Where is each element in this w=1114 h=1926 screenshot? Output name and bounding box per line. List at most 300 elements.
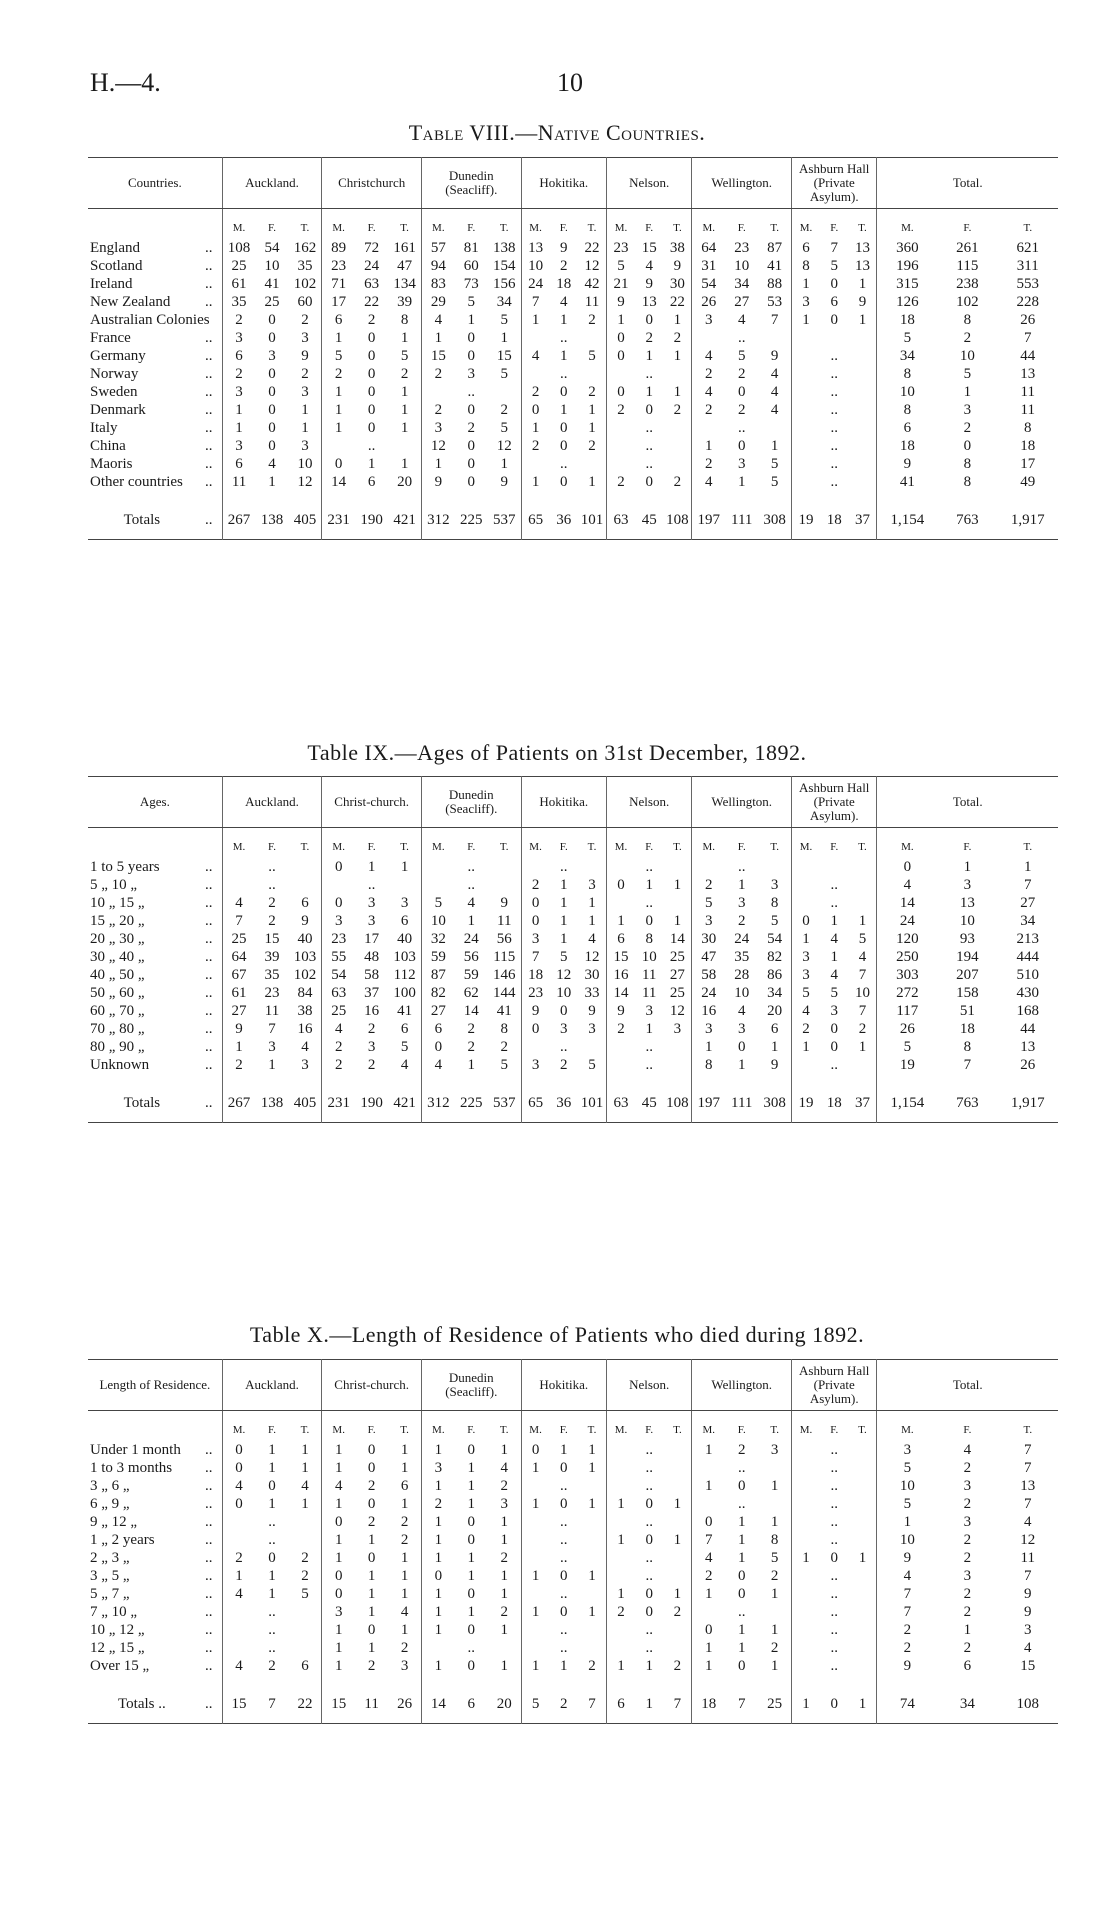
cell-value: 25	[322, 1002, 355, 1020]
cell-value: 1	[421, 1621, 454, 1639]
total-value: 312	[421, 1094, 454, 1123]
cell-value: 2	[500, 1039, 508, 1055]
cell-value: 2	[692, 401, 725, 419]
cell-value: 10	[877, 1477, 937, 1495]
cell-value: 2	[963, 330, 972, 346]
cell-value: 1	[400, 859, 409, 875]
cell-value: ..	[830, 1586, 838, 1602]
cell-value: 1	[588, 1496, 596, 1512]
cell-value	[792, 329, 820, 347]
cell-value: 4	[1024, 1640, 1032, 1656]
cell-value: ..	[645, 1550, 653, 1566]
blank-cell	[255, 491, 288, 511]
cell-value: 23	[322, 930, 355, 948]
total-value: 537	[492, 512, 516, 528]
cell-value: 5	[877, 1459, 937, 1477]
sex-subheader: T.	[400, 222, 409, 234]
total-value: 7	[737, 1696, 746, 1712]
cell-value: 83	[421, 275, 454, 293]
cell-value: 27	[222, 1002, 255, 1020]
cell-value: 4	[421, 311, 454, 329]
table-row	[88, 948, 1058, 966]
cell-value: 4	[268, 456, 276, 472]
cell-value: 154	[492, 258, 516, 274]
cell-value: 1	[692, 1585, 725, 1603]
column-group-header: Total.	[877, 1360, 1058, 1411]
table-row	[88, 1441, 1058, 1459]
table-row	[88, 383, 1058, 401]
blank-cell	[196, 828, 222, 859]
cell-value: 87	[421, 966, 454, 984]
total-value: 267	[222, 1094, 255, 1123]
row-leader-dots: ..	[204, 366, 213, 382]
cell-value: 1	[792, 1038, 820, 1056]
cell-value: 2	[588, 438, 596, 454]
cell-value	[820, 858, 848, 876]
cell-value: 1	[588, 474, 596, 490]
cell-value	[792, 455, 820, 473]
sex-subheader: F.	[645, 222, 654, 234]
cell-value: 2	[858, 1021, 867, 1037]
cell-value: 1	[421, 1549, 454, 1567]
row-label: 5 „ 10 „	[90, 877, 138, 893]
cell-value: 13	[854, 258, 870, 274]
cell-value: 4	[222, 1477, 255, 1495]
cell-value: 7	[1024, 1496, 1032, 1512]
cell-value: 3	[301, 438, 309, 454]
cell-value	[521, 1513, 549, 1531]
cell-value: 54	[692, 275, 725, 293]
cell-value: 4	[1024, 1514, 1032, 1530]
cell-value: ..	[645, 1478, 653, 1494]
cell-value	[848, 894, 876, 912]
cell-value: 1	[588, 1442, 596, 1458]
cell-value	[606, 1056, 634, 1074]
totals-label: Totals	[123, 512, 161, 528]
table-row	[88, 365, 1058, 383]
cell-value: 1	[322, 419, 355, 437]
cell-value: 1	[367, 1604, 376, 1620]
cell-value: 156	[492, 276, 516, 292]
cell-value: 1	[367, 1586, 376, 1602]
cell-value: 1	[400, 456, 409, 472]
table-header-row	[88, 777, 1058, 828]
cell-value: 1	[792, 311, 820, 329]
cell-value: 13	[854, 240, 870, 256]
cell-value: 9	[301, 913, 309, 929]
cell-value: 1	[400, 330, 409, 346]
cell-value: 1	[692, 1038, 725, 1056]
cell-value: 2	[963, 1604, 972, 1620]
row-label: 50 „ 60 „	[90, 985, 145, 1001]
cell-value: 24	[521, 275, 549, 293]
cell-value: 2	[500, 1550, 508, 1566]
cell-value: 1	[770, 1514, 779, 1530]
sex-subheader: T.	[300, 1424, 310, 1436]
cell-value: 17	[322, 293, 355, 311]
blank-cell	[289, 1675, 322, 1695]
cell-value: 0	[963, 438, 972, 454]
sex-subheader: M.	[222, 828, 255, 859]
cell-value	[848, 455, 876, 473]
cell-value: ..	[830, 402, 838, 418]
cell-value: 15	[421, 347, 454, 365]
cell-value: ..	[560, 1039, 568, 1055]
cell-value: 1	[322, 1459, 355, 1477]
total-value: 111	[731, 512, 753, 528]
cell-value: 40	[397, 931, 413, 947]
sex-subheader: T.	[1023, 222, 1033, 234]
cell-value	[289, 1621, 322, 1639]
cell-value	[521, 1038, 549, 1056]
cell-value: 1	[421, 1657, 454, 1675]
row-leader-dots: ..	[204, 294, 213, 310]
cell-value: 8	[770, 895, 779, 911]
cell-value	[578, 1585, 606, 1603]
cell-value: 5	[467, 294, 476, 310]
table-row	[88, 984, 1058, 1002]
cell-value: 5	[301, 1586, 309, 1602]
table-row	[88, 894, 1058, 912]
cell-value: 23	[322, 257, 355, 275]
cell-value: 41	[397, 1003, 413, 1019]
cell-value: ..	[830, 1514, 838, 1530]
cell-value	[848, 437, 876, 455]
cell-value: ..	[268, 859, 276, 875]
cell-value: ..	[645, 859, 653, 875]
cell-value: ..	[560, 1586, 568, 1602]
cell-value: 73	[463, 276, 479, 292]
table-row	[88, 1567, 1058, 1585]
cell-value: 16	[297, 1021, 313, 1037]
cell-value: 2	[322, 1056, 355, 1074]
row-label: 3 „ 5 „	[90, 1568, 130, 1584]
cell-value: 9	[645, 276, 653, 292]
blank-cell	[521, 1074, 549, 1094]
cell-value: ..	[268, 1622, 276, 1638]
total-value: 36	[556, 512, 572, 528]
cell-value: 11	[641, 967, 657, 983]
cell-value	[792, 401, 820, 419]
cell-value	[578, 1513, 606, 1531]
cell-value: 0	[830, 1039, 838, 1055]
cell-value: ..	[737, 859, 746, 875]
cell-value: 0	[645, 1604, 653, 1620]
sex-subheader: T.	[499, 841, 509, 853]
cell-value: 1	[606, 1657, 634, 1675]
cell-value	[606, 1639, 634, 1657]
cell-value	[758, 1459, 791, 1477]
sex-subheader-row	[88, 828, 1058, 859]
cell-value: 0	[737, 1478, 746, 1494]
sex-subheader: M.	[692, 828, 725, 859]
cell-value: 1	[521, 1459, 549, 1477]
cell-value: ..	[268, 1604, 276, 1620]
cell-value: 126	[877, 293, 937, 311]
total-value: 763	[956, 1095, 979, 1111]
cell-value: 1	[770, 1586, 779, 1602]
total-value: 101	[580, 512, 604, 528]
column-group-header: Auckland.	[222, 1360, 322, 1411]
sex-subheader: F.	[830, 222, 839, 234]
cell-value: 4	[770, 402, 779, 418]
cell-value: 1	[500, 1532, 508, 1548]
cell-value: 0	[521, 1020, 549, 1038]
cell-value: 11	[1020, 384, 1035, 400]
cell-value: 1	[322, 383, 355, 401]
total-value: 65	[521, 1094, 549, 1123]
total-value: 405	[293, 512, 317, 528]
page-header-code: H.—4.	[90, 68, 161, 97]
sex-subheader: T.	[673, 222, 682, 234]
cell-value	[578, 329, 606, 347]
cell-value	[792, 1495, 820, 1513]
row-leader-dots: ..	[204, 913, 213, 929]
blank-cell	[488, 491, 521, 511]
cell-value: 134	[393, 276, 416, 292]
total-value: 537	[492, 1095, 516, 1111]
cell-value: 9	[877, 1657, 937, 1675]
cell-value: 1	[770, 1039, 779, 1055]
cell-value: 103	[393, 949, 416, 965]
total-value: 308	[763, 512, 786, 528]
cell-value: 25	[222, 257, 255, 275]
cell-value: 1	[421, 329, 454, 347]
cell-value: 0	[560, 1496, 568, 1512]
column-group-header: Dunedin (Seacliff).	[421, 1360, 521, 1411]
blank-cell	[421, 491, 454, 511]
row-leader-dots: ..	[204, 931, 213, 947]
cell-value: 0	[268, 438, 276, 454]
cell-value: 0	[792, 912, 820, 930]
cell-value	[848, 329, 876, 347]
cell-value: 621	[1016, 240, 1040, 256]
cell-value	[848, 1585, 876, 1603]
row-leader-dots: ..	[204, 1514, 213, 1530]
total-value: 225	[460, 512, 483, 528]
sex-subheader: M.	[222, 1411, 255, 1442]
cell-value: 1	[500, 1442, 508, 1458]
cell-value: 1	[322, 401, 355, 419]
cell-value: 3	[222, 383, 255, 401]
blank-cell	[355, 1074, 388, 1094]
cell-value	[606, 894, 634, 912]
cell-value: 18	[1020, 438, 1036, 454]
cell-value: 0	[560, 1003, 568, 1019]
cell-value: 1	[792, 1549, 820, 1567]
blank-cell	[998, 491, 1058, 511]
table-row	[88, 1495, 1058, 1513]
blank-cell	[521, 491, 549, 511]
cell-value	[848, 1639, 876, 1657]
row-leader-dots: ..	[204, 420, 213, 436]
cell-value: 3	[792, 948, 820, 966]
cell-value: 0	[467, 1514, 476, 1530]
cell-value: ..	[645, 1622, 653, 1638]
cell-value: 3	[692, 1020, 725, 1038]
sex-subheader: M.	[322, 1411, 355, 1442]
total-value: 7	[673, 1696, 682, 1712]
cell-value: 5	[692, 894, 725, 912]
total-value: 37	[854, 1095, 870, 1111]
cell-value: 49	[1020, 474, 1036, 490]
cell-value: 1	[963, 859, 972, 875]
cell-value: 138	[492, 240, 516, 256]
cell-value: 9	[301, 348, 309, 364]
total-value: 26	[397, 1696, 413, 1712]
total-value: 63	[606, 511, 634, 540]
sex-subheader: T.	[587, 841, 597, 853]
cell-value: 3	[830, 1003, 838, 1019]
blank-cell	[758, 1675, 791, 1695]
cell-value	[848, 383, 876, 401]
blank-cell	[88, 1074, 196, 1094]
row-label: Italy	[90, 420, 118, 436]
total-value: 1,917	[1010, 512, 1045, 528]
cell-value: 2	[421, 401, 454, 419]
cell-value: 5	[588, 348, 596, 364]
cell-value: 1	[500, 456, 508, 472]
column-group-header: Total.	[877, 777, 1058, 828]
table-row	[88, 1621, 1058, 1639]
blank-cell	[725, 1675, 758, 1695]
cell-value	[848, 1459, 876, 1477]
row-leader-dots: ..	[204, 384, 213, 400]
cell-value: 7	[858, 967, 867, 983]
blank-cell	[196, 1675, 222, 1695]
cell-value: 1	[467, 1057, 476, 1073]
cell-value: 1	[692, 1657, 725, 1675]
cell-value	[848, 1495, 876, 1513]
cell-value: 47	[692, 948, 725, 966]
blank-cell	[388, 1074, 421, 1094]
cell-value: 84	[297, 985, 313, 1001]
cell-value: 6	[421, 1020, 454, 1038]
cell-value: 1	[322, 1657, 355, 1675]
cell-value: 7	[1024, 330, 1032, 346]
cell-value: ..	[830, 1604, 838, 1620]
cell-value: 4	[770, 384, 779, 400]
cell-value: 7	[1024, 877, 1032, 893]
native-countries-table	[88, 157, 1058, 540]
cell-value: 1	[737, 1514, 746, 1530]
cell-value: 72	[364, 240, 380, 256]
table-row	[88, 858, 1058, 876]
cell-value	[663, 1038, 691, 1056]
cell-value: 0	[268, 1550, 276, 1566]
cell-value: 0	[421, 1567, 454, 1585]
cell-value: 4	[963, 1442, 972, 1458]
row-label: 7 „ 10 „	[90, 1604, 138, 1620]
blank-cell	[455, 1074, 488, 1094]
cell-value: 0	[268, 402, 276, 418]
cell-value	[521, 455, 549, 473]
cell-value: 13	[959, 895, 975, 911]
column-group-header: Hokitika.	[521, 1360, 606, 1411]
cell-value: 1	[421, 1585, 454, 1603]
blank-cell	[222, 1675, 255, 1695]
cell-value: 108	[222, 239, 255, 257]
cell-value: 1	[673, 1586, 682, 1602]
cell-value: 2	[770, 1640, 779, 1656]
cell-value: 1	[367, 1568, 376, 1584]
total-value: 231	[322, 511, 355, 540]
table-title: Table X.—Length of Residence of Patients who died during 1892.	[249, 1322, 865, 1347]
cell-value: 8	[963, 456, 972, 472]
row-leader-dots: ..	[204, 1658, 213, 1674]
cell-value: ..	[830, 877, 838, 893]
cell-value: 360	[877, 239, 937, 257]
cell-value: 2	[792, 1020, 820, 1038]
cell-value: 2	[963, 1532, 972, 1548]
total-value: 25	[767, 1696, 783, 1712]
cell-value: 0	[830, 1550, 838, 1566]
cell-value: 1	[770, 438, 779, 454]
cell-value	[578, 858, 606, 876]
cell-value: 6	[301, 895, 309, 911]
cell-value: 2	[963, 1640, 972, 1656]
cell-value: 16	[606, 966, 634, 984]
cell-value: 2	[673, 402, 682, 418]
row-leader-dots: ..	[204, 1622, 213, 1638]
row-label: Under 1 month	[90, 1442, 181, 1458]
cell-value	[792, 1639, 820, 1657]
cell-value: ..	[645, 438, 653, 454]
sex-subheader: M.	[692, 209, 725, 240]
cell-value: 3	[268, 1039, 276, 1055]
cell-value: 0	[692, 1621, 725, 1639]
cell-value: 1	[737, 1622, 746, 1638]
sex-subheader: F.	[467, 841, 476, 853]
total-value: 1	[792, 1695, 820, 1724]
cell-value: 6	[367, 474, 376, 490]
cell-value	[792, 1056, 820, 1074]
cell-value: 2	[606, 401, 634, 419]
cell-value: 2	[421, 1495, 454, 1513]
cell-value: 53	[767, 294, 783, 310]
cell-value: 5	[770, 474, 779, 490]
row-leader-dots: ..	[204, 276, 213, 292]
cell-value: 30	[669, 276, 685, 292]
cell-value: 2	[467, 1021, 476, 1037]
cell-value: 38	[669, 240, 685, 256]
cell-value	[692, 1459, 725, 1477]
cell-value: 102	[293, 967, 317, 983]
cell-value: 2	[673, 1604, 682, 1620]
cell-value: ..	[830, 438, 838, 454]
blank-cell	[692, 1074, 725, 1094]
sex-subheader: M.	[421, 828, 454, 859]
sex-subheader: F.	[559, 841, 568, 853]
cell-value: 3	[222, 329, 255, 347]
cell-value	[222, 1621, 255, 1639]
row-label: 30 „ 40 „	[90, 949, 145, 965]
blank-cell	[578, 1074, 606, 1094]
cell-value: 21	[606, 275, 634, 293]
cell-value: 158	[956, 985, 979, 1001]
sex-subheader: T.	[770, 222, 779, 234]
cell-value: 1	[588, 420, 596, 436]
blank-cell	[937, 1074, 997, 1094]
cell-value	[606, 455, 634, 473]
cell-value: 34	[734, 276, 750, 292]
cell-value	[521, 329, 549, 347]
cell-value: 3	[963, 1478, 972, 1494]
cell-value: 0	[467, 1442, 476, 1458]
cell-value: 2	[737, 366, 746, 382]
cell-value: 1	[588, 1604, 596, 1620]
cell-value	[606, 1513, 634, 1531]
